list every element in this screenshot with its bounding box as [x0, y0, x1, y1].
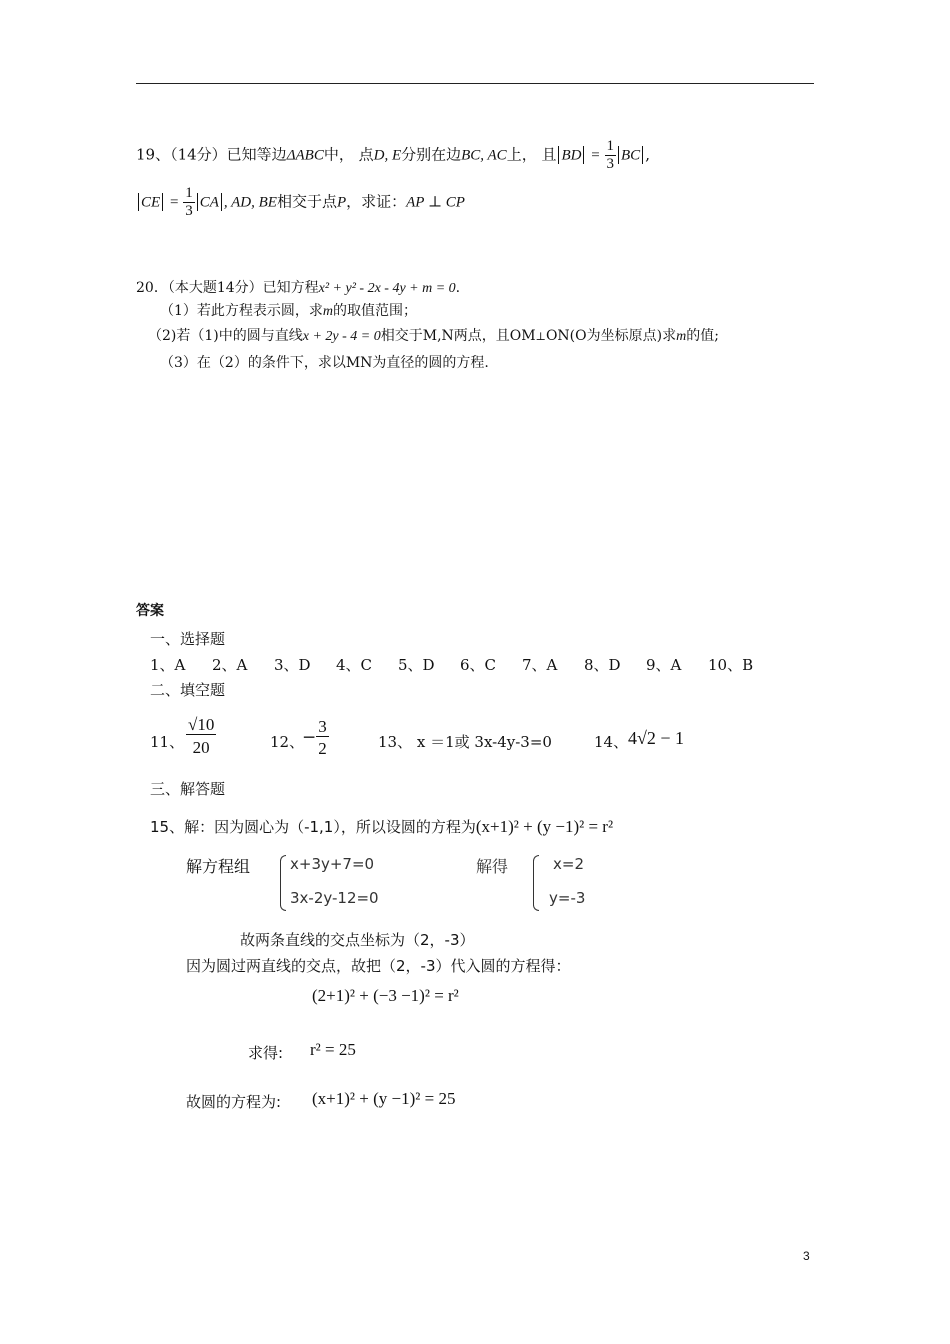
- q19-text: 中， 点: [323, 145, 374, 164]
- q19-text: 相交于点: [276, 192, 337, 211]
- q19-ce: CE: [141, 194, 161, 211]
- a12-fraction: [302, 718, 329, 757]
- q20-text: 的取值范围；: [333, 303, 418, 319]
- q19-text: 19、（14分）已知等边: [136, 145, 287, 164]
- choice-answer: 10、B: [708, 656, 754, 674]
- q20-text: （1）若此方程表示圆，求: [160, 303, 323, 319]
- q20-text: 20．（本大题14分）已知方程: [136, 280, 319, 296]
- q19-line2: [136, 186, 465, 219]
- q20-m: m: [676, 329, 687, 344]
- frac-numerator: 1: [185, 185, 193, 201]
- frac-numerator: √10: [188, 715, 215, 734]
- s15-find-label: 求得:: [248, 1044, 284, 1062]
- s15-eq1: (x+1)² + (y −1)² = r²: [475, 817, 614, 836]
- s15-res1: x=2: [553, 855, 584, 873]
- s15-res2: y=-3: [549, 889, 586, 907]
- a14-label: 14、: [594, 733, 629, 751]
- choice-answer: 3、D: [274, 656, 311, 674]
- q19-sides: BC, AC: [461, 147, 507, 164]
- q20-m: m: [322, 304, 334, 319]
- s15-solve-label: 解方程组: [186, 857, 251, 876]
- choice-answers: [150, 654, 753, 675]
- frac-numerator: 3: [318, 717, 327, 736]
- section-solve: 三、解答题: [150, 780, 226, 798]
- q20-heading: [136, 277, 460, 297]
- q19-eq: =: [591, 147, 600, 164]
- q19-comma: ,: [645, 145, 650, 164]
- header-rule: [136, 83, 814, 84]
- s15-eq4: (x+1)² + (y −1)² = 25: [312, 1089, 456, 1108]
- q19-ca: CA: [199, 194, 219, 211]
- choice-answer: 7、A: [522, 656, 558, 674]
- s15-point: 故两条直线的交点坐标为（2，-3）: [240, 931, 475, 949]
- choice-answer: 6、C: [460, 656, 497, 674]
- frac-denominator: 3: [185, 203, 193, 219]
- s15-sys1: x+3y+7=0: [290, 855, 375, 873]
- choice-answer: 5、D: [398, 656, 435, 674]
- s15-eq3: r² = 25: [310, 1040, 356, 1059]
- choice-answer: 1、A: [150, 656, 186, 674]
- s15-intro-text: 15、解：因为圆心为（-1,1），所以设圆的方程为: [150, 818, 476, 836]
- q19-bd: BD: [561, 147, 582, 164]
- q20-part1: [160, 300, 417, 320]
- frac-denominator: 2: [318, 739, 327, 758]
- s15-final-label: 故圆的方程为:: [186, 1093, 282, 1111]
- q19-triangle: ΔABC: [286, 147, 324, 164]
- s15-get-label: 解得: [476, 857, 509, 876]
- q19-eq: =: [169, 194, 179, 211]
- q20-equation: x² + y² - 2x - 4y + m = 0: [318, 281, 456, 296]
- q20-line-eq: x + 2y - 4 = 0: [302, 329, 381, 344]
- q19-line1: [136, 139, 650, 172]
- frac-numerator: 1: [606, 138, 615, 154]
- s15-intro: [150, 816, 613, 837]
- system-brace: [280, 855, 286, 911]
- a11-label: 11、: [150, 733, 185, 751]
- q19-claim: AP ⊥ CP: [406, 194, 465, 211]
- q20-text: 的值;: [686, 328, 719, 344]
- q19-text: 上， 且: [506, 145, 557, 164]
- page-number: 3: [803, 1249, 810, 1263]
- q20-perp: ⊥: [535, 330, 546, 343]
- q20-text: （2)若（1)中的圆与直线: [148, 328, 303, 344]
- q19-p: P: [336, 194, 347, 211]
- choice-answer: 2、A: [212, 656, 248, 674]
- a12-sign: −: [302, 727, 317, 748]
- answers-title: 答案: [136, 603, 164, 619]
- q19-text: ，求证：: [346, 192, 407, 211]
- q19-text: 分别在边: [401, 145, 462, 164]
- choice-answer: 4、C: [336, 656, 373, 674]
- q20-text: ON(O为坐标原点)求: [545, 328, 677, 344]
- section-fill: 二、填空题: [150, 681, 226, 699]
- section-choice: 一、选择题: [150, 630, 226, 648]
- q19-segments: , AD, BE: [223, 194, 277, 211]
- q20-period: .: [455, 280, 461, 296]
- q19-bc: BC: [621, 147, 641, 164]
- a14-value: 4√2 − 1: [628, 728, 685, 748]
- choice-answer: 9、A: [646, 656, 682, 674]
- q20-text: 相交于M,N两点，且OM: [380, 328, 536, 344]
- frac-denominator: 20: [192, 738, 210, 757]
- q20-part3: （3）在（2）的条件下，求以MN为直径的圆的方程.: [160, 355, 489, 371]
- s15-sub: 因为圆过两直线的交点，故把（2，-3）代入圆的方程得：: [186, 957, 571, 975]
- result-brace: [533, 855, 539, 911]
- choice-answer: 8、D: [584, 656, 621, 674]
- q19-frac-2: [183, 186, 195, 219]
- q19-points: D, E: [373, 147, 402, 164]
- a12-label: 12、: [270, 733, 305, 751]
- a11-fraction: [186, 716, 216, 756]
- s15-eq2: (2+1)² + (−3 −1)² = r²: [312, 986, 459, 1005]
- s15-sys2: 3x-2y-12=0: [290, 889, 379, 907]
- a13: 13、 x ＝1或 3x-4y-3=0: [378, 733, 552, 751]
- q20-part2: [148, 325, 719, 345]
- frac-denominator: 3: [606, 156, 615, 172]
- q19-frac-1: [605, 139, 617, 172]
